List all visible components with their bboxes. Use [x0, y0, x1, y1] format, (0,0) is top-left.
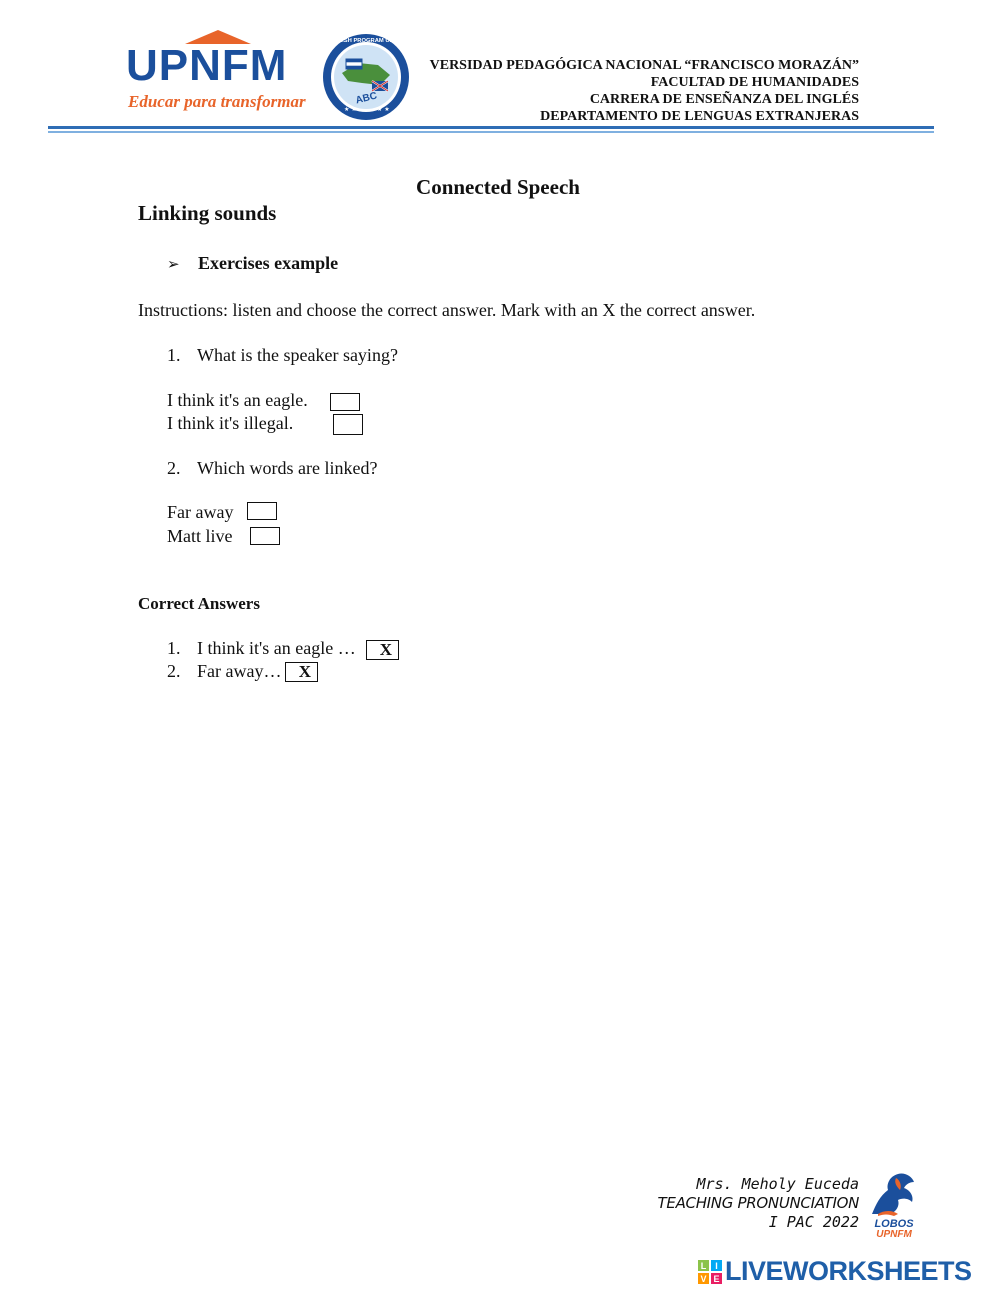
lobos-upnfm-badge-icon: [866, 1170, 922, 1240]
header-rule: [48, 126, 934, 129]
header-rule-light: [48, 131, 934, 133]
arrow-bullet-icon: ➢: [167, 255, 180, 273]
liveworksheets-icon: [698, 1260, 722, 1284]
answer-checkbox[interactable]: [247, 502, 277, 520]
svg-text:★ ★: ★ ★: [344, 106, 357, 113]
faculty-name: FACULTAD DE HUMANIDADES: [650, 75, 859, 90]
answer-mark: X: [366, 640, 399, 660]
course-name: TEACHING PRONUNCIATION: [657, 1194, 859, 1212]
svg-text:★ ★: ★ ★: [377, 106, 390, 113]
answer-number: 1.: [167, 638, 181, 658]
teacher-name: Mrs. Meholy Euceda: [696, 1175, 859, 1193]
upnfm-logo: [126, 30, 316, 120]
university-name: VERSIDAD PEDAGÓGICA NACIONAL “FRANCISCO MORAZÁN”: [429, 58, 859, 73]
option-text: I think it's illegal.: [167, 413, 294, 433]
question-2: [167, 458, 377, 479]
answer-checkbox[interactable]: [330, 393, 360, 411]
badge-subtext: UPNFM: [876, 1229, 912, 1240]
bullet-item: [167, 253, 338, 274]
section-title: Linking sounds: [138, 201, 277, 225]
seal-ring-text: ENGLISH PROGRAM UPNFM: [326, 38, 406, 44]
answer-text: Far away…: [197, 661, 282, 681]
institution-header: [430, 57, 859, 125]
teacher-signature: [658, 1175, 859, 1232]
answer-item: [167, 661, 281, 682]
answer-text: I think it's an eagle …: [197, 638, 356, 658]
english-program-seal-icon: [322, 33, 410, 121]
document-title: Connected Speech: [416, 175, 580, 199]
department-name: DEPARTAMENTO DE LENGUAS EXTRANJERAS: [540, 109, 859, 124]
upnfm-slogan: Educar para transformar: [128, 92, 306, 111]
answer-item: [167, 638, 356, 659]
icon-letter: I: [715, 1261, 718, 1271]
term-label: I PAC 2022: [768, 1213, 859, 1231]
option-text: Far away: [167, 502, 234, 522]
answer-mark: X: [285, 662, 318, 682]
answer-checkbox[interactable]: [333, 414, 363, 435]
liveworksheets-wordmark: LIVEWORKSHEETS: [725, 1256, 972, 1286]
bullet-text: Exercises example: [198, 253, 339, 273]
question-number: 1.: [167, 345, 181, 365]
question-number: 2.: [167, 458, 181, 478]
answer-checkbox[interactable]: [250, 527, 280, 545]
badge-text: LOBOS: [874, 1218, 914, 1230]
question-text: What is the speaker saying?: [197, 345, 398, 365]
upnfm-logo-text: UPNFM: [126, 41, 288, 90]
instructions: Instructions: listen and choose the correct answer. Mark with an X the correct answer.: [138, 300, 756, 320]
career-name: CARRERA DE ENSEÑANZA DEL INGLÉS: [589, 92, 859, 107]
option-text: Matt live: [167, 526, 233, 546]
seal-inner-text: ABC: [354, 90, 379, 107]
question-1: [167, 345, 398, 366]
icon-letter: V: [700, 1274, 707, 1284]
icon-letter: L: [700, 1261, 707, 1271]
answers-title: Correct Answers: [138, 594, 260, 613]
question-text: Which words are linked?: [197, 458, 378, 478]
option-text: I think it's an eagle.: [167, 390, 308, 410]
answer-number: 2.: [167, 661, 181, 681]
icon-letter: E: [713, 1274, 720, 1284]
